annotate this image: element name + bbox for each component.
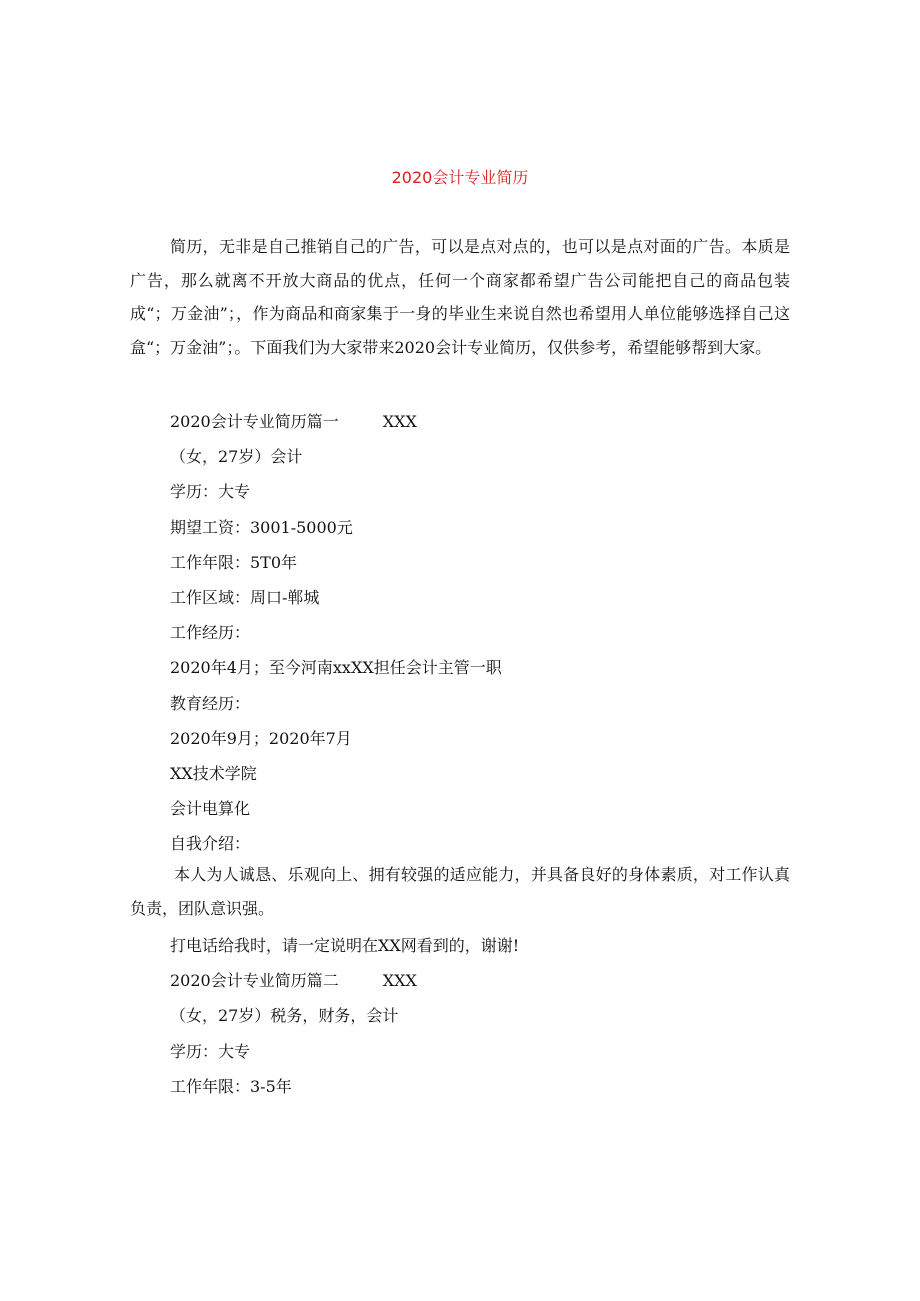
resume-one-heading-line xyxy=(170,404,790,439)
resume-one-education-label: 教育经历： xyxy=(170,693,251,713)
resume-one-heading: 2020会计专业简历篇一 xyxy=(170,412,339,431)
resume-two-work-years: 工作年限：3-5年 xyxy=(170,1076,292,1096)
resume-two-education-level: 学历：大专 xyxy=(170,1041,251,1061)
resume-one-work-experience: 2020年4月；至今河南xxXX担任会计主管一职 xyxy=(170,658,502,678)
resume-two-heading: 2020会计专业简历篇二 xyxy=(170,971,339,991)
resume-two-profile: （女，27岁）税务，财务，会计 xyxy=(170,1006,399,1026)
phone-note: 打电话给我时，请一定说明在XX网看到的，谢谢! xyxy=(170,936,520,955)
intro-paragraph: 简历，无非是自己推销自己的广告，可以是点对点的，也可以是点对面的广告。本质是广告，那么就离不开放大商品的优点，任何一个商家都希望广告公司能把自己的商品包装成“；万金油”；，作为商品和商家集于一身的毕业生来说自然也希望用人单位能够选择自己这盒“；万金油”；。下面我们为大家带来2020会计专业简历，仅供参考，希望能够帮到大家。 xyxy=(130,237,790,357)
resume-two-section xyxy=(170,928,790,1104)
resume-one-major: 会计电算化 xyxy=(170,799,251,819)
resume-one-profile: （女，27岁）会计 xyxy=(170,447,303,467)
resume-one-self-intro: 本人为人诚恳、乐观向上、拥有较强的适应能力，并具备良好的身体素质，对工作认真负责，团队意识强。 xyxy=(130,865,790,918)
resume-one-section xyxy=(170,404,790,861)
resume-one-work-years: 工作年限：5T0年 xyxy=(170,552,298,572)
resume-one-work-area: 工作区域：周口-郸城 xyxy=(170,587,320,607)
document-title: 2020会计专业简历 xyxy=(391,168,529,187)
resume-one-name: XXX xyxy=(382,412,417,431)
resume-two-name: XXX xyxy=(382,971,417,991)
resume-one-self-intro-label: 自我介绍： xyxy=(170,834,251,854)
resume-two-heading-line xyxy=(170,963,790,998)
resume-one-education-level: 学历：大专 xyxy=(170,482,251,502)
resume-one-education-period: 2020年9月；2020年7月 xyxy=(170,728,352,748)
resume-one-expected-salary: 期望工资：3001-5000元 xyxy=(170,517,353,537)
resume-one-work-experience-label: 工作经历： xyxy=(170,623,251,643)
resume-one-school: XX技术学院 xyxy=(170,763,257,783)
